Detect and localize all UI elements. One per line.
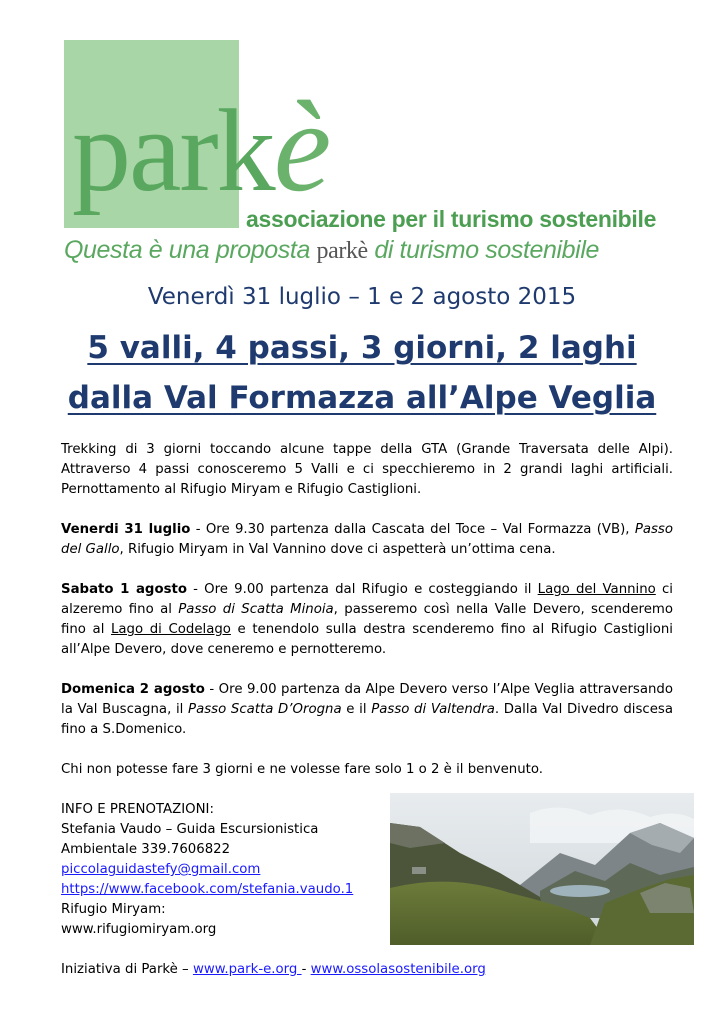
ossola-sostenibile-link[interactable]: www.ossolasostenibile.org (310, 962, 486, 977)
event-title-line2: dalla Val Formazza all’Alpe Veglia (67, 380, 657, 416)
park-e-link[interactable]: www.park-e.org (192, 962, 302, 977)
passo-valtendra: Passo di Valtendra (371, 702, 495, 717)
logo-tagline: Questa è una proposta parkè di turismo sostenibile (64, 236, 599, 264)
mountain-landscape-photo (390, 793, 694, 945)
footer: Iniziativa di Parkè – www.park-e.org - www.ossolasostenibile.org (61, 962, 486, 977)
day1-paragraph: Venerdi 31 luglio - Ore 9.30 partenza dalla Cascata del Toce – Val Formazza (VB), Passo del Gallo, Rifugio Miryam in Val Vannino dove ci aspetterà un’ottima cena. (61, 522, 673, 557)
day3-paragraph: Domenica 2 agosto - Ore 9.00 partenza da Alpe Devero verso l’Alpe Veglia attraversando la Val Buscagna, il Passo Scatta D’Orogna e il Passo di Valtendra. Dalla Val Divedro discesa fino a S.Domenico. (61, 682, 673, 737)
parke-logo (64, 40, 684, 270)
note-paragraph: Chi non potesse fare 3 giorni e ne volesse fare solo 1 o 2 è il benvenuto. (61, 762, 543, 777)
event-title-line1: 5 valli, 4 passi, 3 giorni, 2 laghi (87, 330, 637, 366)
info-contact-line2: Ambientale 339.7606822 (61, 842, 231, 857)
day3-label: Domenica 2 agosto (61, 682, 205, 697)
logo-subtitle: associazione per il turismo sostenibile (246, 206, 657, 232)
day1-label: Venerdi 31 luglio (61, 522, 191, 537)
rifugio-website: www.rifugiomiryam.org (61, 922, 217, 937)
info-block (61, 800, 381, 940)
lago-codelago: Lago di Codelago (111, 622, 231, 637)
facebook-link[interactable]: https://www.facebook.com/stefania.vaudo.1 (61, 882, 354, 897)
logo-wordmark: parkè (72, 75, 330, 219)
day2-paragraph: Sabato 1 agosto - Ore 9.00 partenza dal Rifugio e costeggiando il Lago del Vannino ci alzeremo fino al Passo di Scatta Minoia, passeremo così nella Valle Devero, scenderemo fino al Lago di Codelago e tenendolo sulla destra scenderemo fino al Rifugio Castiglioni all’Alpe Devero, dove ceneremo e pernotteremo. (61, 582, 674, 657)
info-contact-line1: Stefania Vaudo – Guida Escursionistica (61, 822, 319, 837)
lago-vannino: Lago del Vannino (537, 582, 656, 597)
passo-scatta-minoia: Passo di Scatta Minoia (178, 602, 334, 617)
day2-label: Sabato 1 agosto (61, 582, 187, 597)
info-heading: INFO E PRENOTAZIONI: (61, 802, 214, 817)
intro-paragraph: Trekking di 3 giorni toccando alcune tappe della GTA (Grande Traversata delle Alpi). Attraverso 4 passi conosceremo 5 Valli e ci specchieremo in 2 grandi laghi artificiali. Pernottamento al Rifugio Miryam e Rifugio Castiglioni. (61, 442, 673, 497)
rifugio-label: Rifugio Miryam: (61, 902, 166, 917)
passo-scatta-orogna: Passo Scatta D’Orogna (188, 702, 342, 717)
email-link[interactable]: piccolaguidastefy@gmail.com (61, 862, 261, 877)
passo-del-gallo: Passo del Gallo (61, 522, 673, 557)
event-date: Venerdì 31 luglio – 1 e 2 agosto 2015 (147, 284, 577, 310)
